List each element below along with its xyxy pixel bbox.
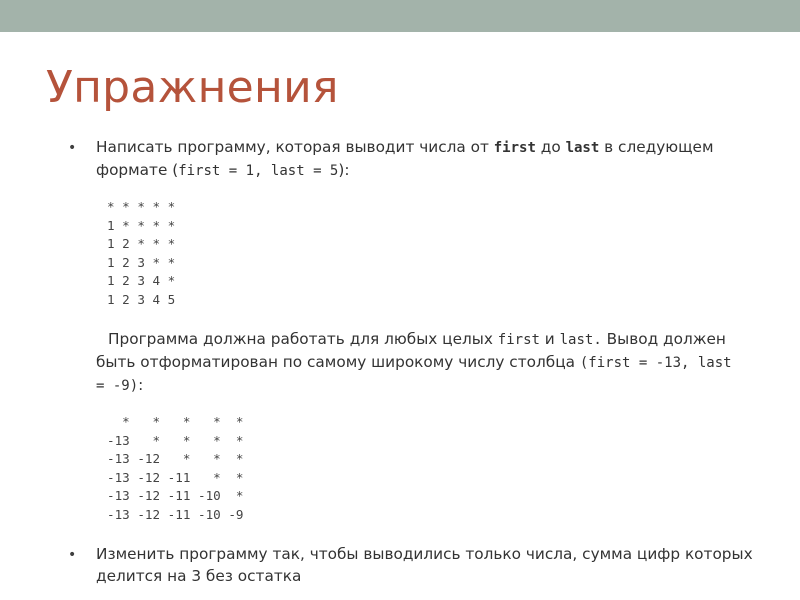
bullet-text-2: Изменить программу так, чтобы выводились только числа, сумма цифр которых делится на 3 без остатка xyxy=(96,545,753,585)
para-text-c: Вывод должен быть отформатирован по самому широкому числу столбца xyxy=(96,330,726,371)
bullet-marker-1: • xyxy=(68,140,77,156)
bullet-text-1 xyxy=(96,136,756,182)
first-keyword: first xyxy=(493,140,536,156)
para-text-b: и xyxy=(539,330,560,348)
para-text-a: Программа должна работать для любых целых xyxy=(108,330,498,348)
bullet-marker-2: • xyxy=(68,547,77,563)
top-bar xyxy=(0,0,800,32)
bullet1-text-c: в следующем формате ( xyxy=(96,138,714,179)
slide-title: Упражнения xyxy=(46,62,339,113)
paragraph-requirements xyxy=(96,328,746,397)
bullet1-text-d: ): xyxy=(338,161,350,179)
bullet1-text-a: Написать программу, которая выводит числа от xyxy=(96,138,494,156)
para-text-d: : xyxy=(138,376,144,394)
example-params-1: first = 1, last = 5 xyxy=(178,163,339,179)
first-keyword-2: first xyxy=(497,332,540,348)
example-params-2: (first = -13, last = -9) xyxy=(96,355,732,394)
output-grid-2: * * * * * -13 * * * * -13 -12 * * * -13 -12 -11 * * -13 -12 -11 -10 * -13 -12 -11 -10 -9 xyxy=(107,414,244,522)
output-grid-1: * * * * * 1 * * * * 1 2 * * * 1 2 3 * * 1 2 3 4 * 1 2 3 4 5 xyxy=(107,199,176,307)
bullet1-text-b: до xyxy=(535,138,566,156)
last-keyword-2: last. xyxy=(559,332,602,348)
last-keyword: last xyxy=(565,140,600,156)
